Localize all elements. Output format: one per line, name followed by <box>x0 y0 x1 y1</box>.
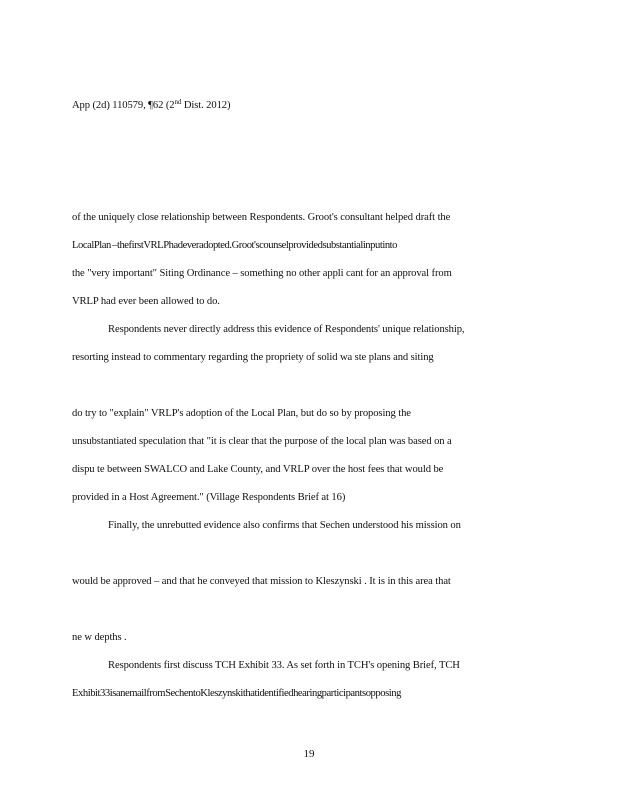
text-segment: dispu te between SWALCO and Lake County, and VRLP over the host fees that would be <box>72 464 444 475</box>
text-line <box>72 323 568 337</box>
text-segment: do try to "explain" VRLP's adoption of the Local Plan, but do so by proposing the <box>72 408 411 419</box>
text-segment: nd <box>174 99 182 106</box>
text-segment: would be approved – and that he conveyed that mission to Kleszynski . It is in this area that <box>72 576 451 587</box>
text-segment: Dist. 2012) <box>181 100 231 111</box>
text-segment: provided in a Host Agreement." (Village Respondents Brief at 16) <box>72 492 346 503</box>
page-number: 19 <box>303 748 315 760</box>
text-line <box>72 267 532 281</box>
text-line <box>72 631 532 645</box>
text-segment: Exhibit33isanemailfromSechentoKleszynskithatidentifiedhearingparticipantsopposing <box>72 688 401 699</box>
text-line <box>72 687 532 701</box>
text-line <box>72 295 532 309</box>
text-line <box>72 211 532 225</box>
text-segment: of the uniquely close relationship between Respondents. Groot's consultant helped draft the <box>72 212 451 223</box>
text-line <box>72 435 532 449</box>
text-segment: App (2d) 110579, ¶62 (2 <box>72 100 175 111</box>
text-line <box>72 491 532 505</box>
text-segment: Finally, the unrebutted evidence also confirms that Sechen understood his mission on <box>108 520 461 531</box>
text-segment: Respondents never directly address this evidence of Respondents' unique relationship, <box>108 324 465 335</box>
text-line <box>72 519 568 533</box>
text-segment: the "very important" Siting Ordinance – something no other appli cant for an approval from <box>72 268 452 279</box>
text-line <box>72 239 532 253</box>
text-segment: ne w depths . <box>72 632 127 643</box>
text-line <box>72 659 568 673</box>
text-line <box>72 99 532 113</box>
text-segment: Respondents first discuss TCH Exhibit 33. As set forth in TCH's opening Brief, TCH <box>108 660 460 671</box>
text-line <box>72 575 532 589</box>
text-segment: unsubstantiated speculation that "it is clear that the purpose of the local plan was based on a <box>72 436 452 447</box>
text-line <box>72 463 532 477</box>
text-segment: LocalPlan –thefirstVRLPhadeveradopted.Groot'scounselprovidedsubstantialinputinto <box>72 240 398 251</box>
text-line <box>72 407 532 421</box>
text-segment: VRLP had ever been allowed to do. <box>72 296 220 307</box>
text-segment: resorting instead to commentary regarding the propriety of solid wa ste plans and siting <box>72 352 434 363</box>
text-line <box>72 351 532 365</box>
